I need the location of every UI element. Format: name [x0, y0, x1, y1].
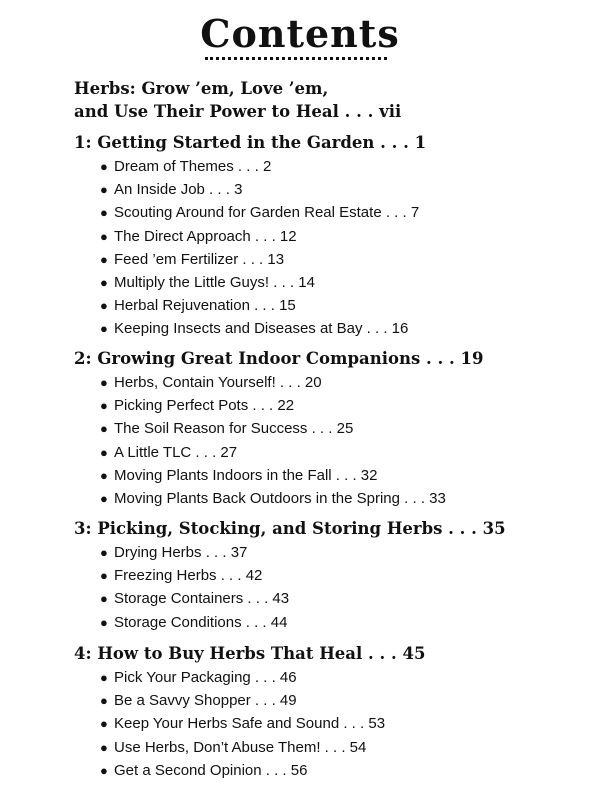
- chapter-heading-4: [74, 642, 425, 666]
- bullet-icon: ●: [100, 444, 108, 460]
- section-item: ● Storage Containers . . . 43: [100, 587, 289, 610]
- section-item: ● A Little TLC . . . 27: [100, 441, 446, 464]
- chapter-1-sections: [100, 155, 419, 341]
- bullet-icon: ●: [100, 490, 108, 506]
- section-item: ● Drying Herbs . . . 37: [100, 541, 289, 564]
- section-item: ● Keeping Insects and Diseases at Bay . . . 16: [100, 317, 419, 340]
- intro-line-1: Herbs: Grow ’em, Love ’em,: [74, 79, 329, 98]
- section-item: ● Picking Perfect Pots . . . 22: [100, 394, 446, 417]
- bullet-icon: ●: [100, 467, 108, 483]
- bullet-icon: ●: [100, 716, 108, 732]
- chapter-heading-3: [74, 517, 506, 541]
- bullet-icon: ●: [100, 321, 108, 337]
- chapter-heading-1: [74, 131, 426, 155]
- chapter-heading-2: [74, 347, 483, 371]
- intro-entry: [74, 77, 401, 123]
- section-item: ● Storage Conditions . . . 44: [100, 611, 289, 634]
- chapter-number: 3:: [74, 519, 92, 538]
- bullet-icon: ●: [100, 614, 108, 630]
- bullet-icon: ●: [100, 739, 108, 755]
- bullet-icon: ●: [100, 159, 108, 174]
- bullet-icon: ●: [100, 568, 108, 584]
- section-item: ● Moving Plants Indoors in the Fall . . . 32: [100, 464, 446, 487]
- section-item: ● Multiply the Little Guys! . . . 14: [100, 271, 419, 294]
- bullet-icon: ●: [100, 274, 108, 290]
- chapter-title: Picking, Stocking, and Storing Herbs . . . 35: [97, 519, 506, 538]
- section-item: ● The Direct Approach . . . 12: [100, 225, 419, 248]
- section-item: ● The Soil Reason for Success . . . 25: [100, 417, 446, 440]
- section-item: ● Feed ’em Fertilizer . . . 13: [100, 248, 419, 271]
- chapter-3-sections: [100, 541, 289, 634]
- section-item: ● Scouting Around for Garden Real Estate . . . 7: [100, 201, 419, 224]
- bullet-icon: ●: [100, 182, 108, 198]
- section-item: ● Dream of Themes . . . 2: [100, 155, 419, 178]
- chapter-number: 4:: [74, 644, 92, 663]
- chapter-title: Getting Started in the Garden . . . 1: [97, 133, 427, 152]
- bullet-icon: ●: [100, 545, 108, 560]
- bullet-icon: ●: [100, 762, 108, 778]
- page-title: Contents: [200, 11, 400, 56]
- section-item: ● Keep Your Herbs Safe and Sound . . . 53: [100, 712, 385, 735]
- section-item: ● Get a Second Opinion . . . 56: [100, 759, 385, 782]
- section-item: ● Be a Savvy Shopper . . . 49: [100, 689, 385, 712]
- chapter-number: 1:: [74, 133, 92, 152]
- bullet-icon: ●: [100, 670, 108, 685]
- bullet-icon: ●: [100, 591, 108, 607]
- chapter-title: How to Buy Herbs That Heal . . . 45: [97, 644, 426, 663]
- section-item: ● Use Herbs, Don’t Abuse Them! . . . 54: [100, 736, 385, 759]
- section-item: ● Pick Your Packaging . . . 46: [100, 666, 385, 689]
- bullet-icon: ●: [100, 298, 108, 314]
- section-item: ● Herbs, Contain Yourself! . . . 20: [100, 371, 446, 394]
- dotted-title-rule: [205, 57, 387, 60]
- section-item: ● Moving Plants Back Outdoors in the Spring . . . 33: [100, 487, 446, 510]
- bullet-icon: ●: [100, 421, 108, 437]
- chapter-title: Growing Great Indoor Companions . . . 19: [97, 349, 484, 368]
- bullet-icon: ●: [100, 693, 108, 709]
- section-item: ● Freezing Herbs . . . 42: [100, 564, 289, 587]
- chapter-number: 2:: [74, 349, 92, 368]
- bullet-icon: ●: [100, 375, 108, 390]
- chapter-2-sections: [100, 371, 446, 510]
- bullet-icon: ●: [100, 251, 108, 267]
- bullet-icon: ●: [100, 228, 108, 244]
- intro-line-2: and Use Their Power to Heal . . . vii: [74, 102, 402, 121]
- bullet-icon: ●: [100, 398, 108, 414]
- section-item: ● Herbal Rejuvenation . . . 15: [100, 294, 419, 317]
- chapter-4-sections: [100, 666, 385, 782]
- section-item: ● An Inside Job . . . 3: [100, 178, 419, 201]
- bullet-icon: ●: [100, 205, 108, 221]
